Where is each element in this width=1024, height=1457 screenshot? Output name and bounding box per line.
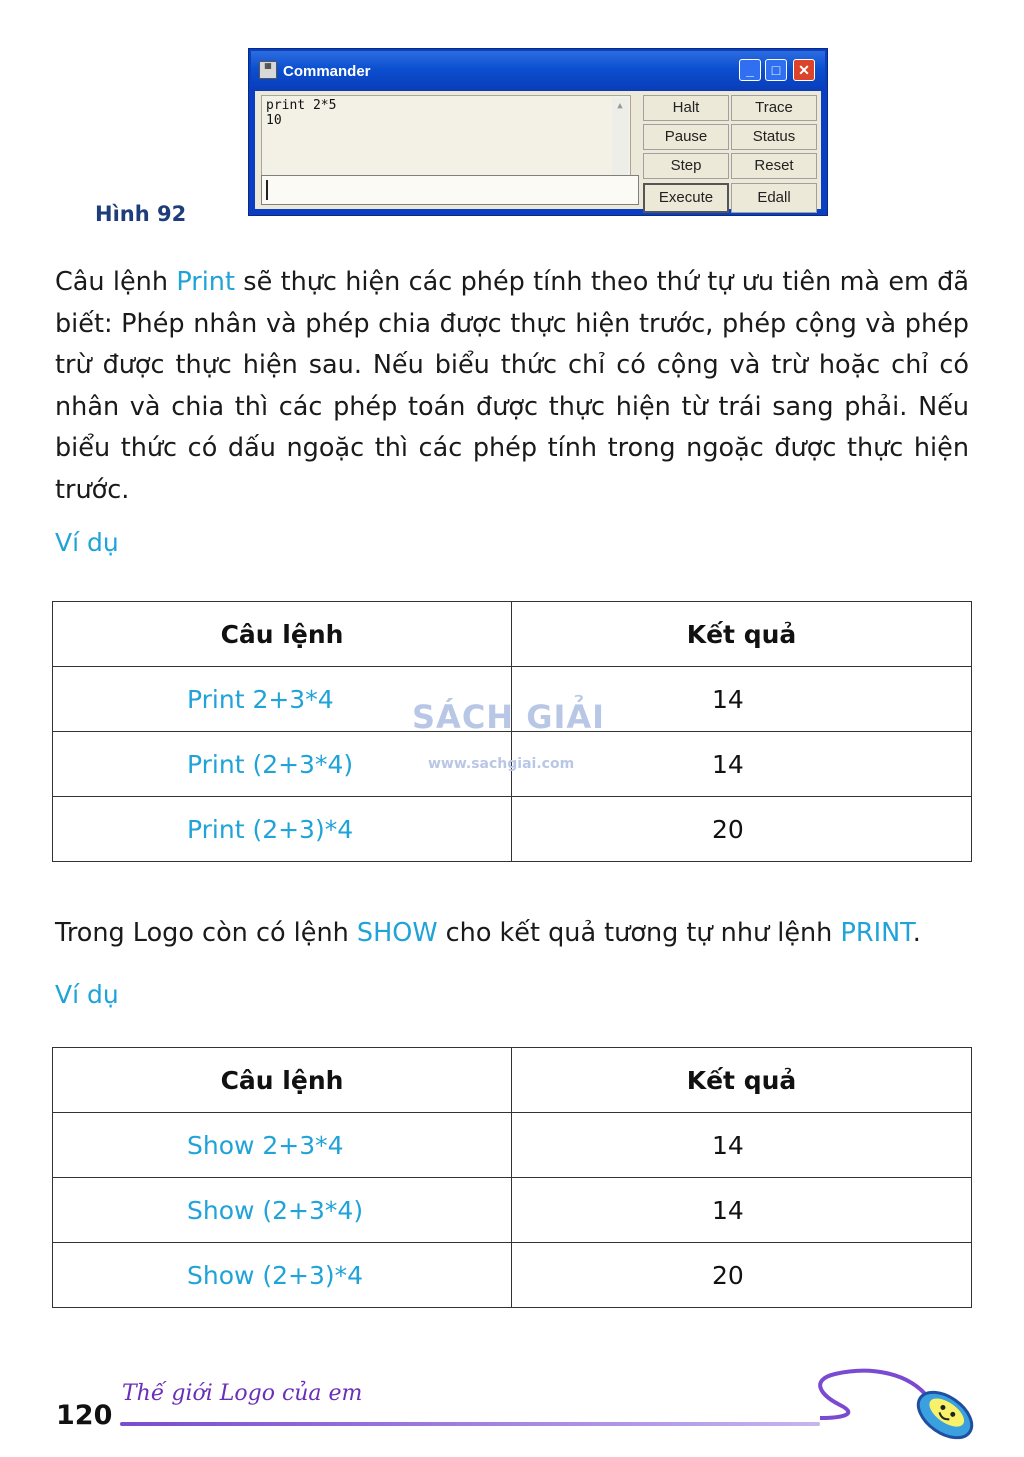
command-cell: Show (2+3)*4 <box>53 1243 512 1308</box>
table-row <box>53 797 972 862</box>
output-line: print 2*5 <box>266 98 337 113</box>
figure-caption: Hình 92 <box>95 202 187 226</box>
minimize-icon[interactable]: _ <box>739 59 761 81</box>
watermark-url: www.sachgiai.com <box>428 756 575 772</box>
command-input[interactable] <box>261 175 639 205</box>
mouse-icon <box>800 1360 980 1450</box>
status-button[interactable]: Status <box>731 124 817 150</box>
commander-window <box>248 48 828 216</box>
command-cell: Print (2+3)*4 <box>53 797 512 862</box>
header-result: Kết quả <box>512 1048 972 1113</box>
keyword-show: SHOW <box>356 918 438 948</box>
output-line: 10 <box>266 113 282 128</box>
execute-button[interactable]: Execute <box>643 183 729 213</box>
halt-button[interactable]: Halt <box>643 95 729 121</box>
step-button[interactable]: Step <box>643 153 729 179</box>
result-cell: 14 <box>512 667 972 732</box>
footer-rule <box>120 1422 820 1426</box>
edall-button[interactable]: Edall <box>731 183 817 213</box>
reset-button[interactable]: Reset <box>731 153 817 179</box>
result-cell: 14 <box>512 732 972 797</box>
command-cell: Print 2+3*4 <box>53 667 512 732</box>
trace-button[interactable]: Trace <box>731 95 817 121</box>
command-cell: Show 2+3*4 <box>53 1113 512 1178</box>
result-cell: 14 <box>512 1178 972 1243</box>
window-title: Commander <box>283 63 371 80</box>
keyword-print: Print <box>176 267 235 297</box>
vertical-scrollbar[interactable] <box>612 98 628 186</box>
maximize-icon[interactable]: □ <box>765 59 787 81</box>
command-cell: Print (2+3*4) <box>53 732 512 797</box>
header-result: Kết quả <box>512 602 972 667</box>
table-row <box>53 1178 972 1243</box>
header-command: Câu lệnh <box>53 602 512 667</box>
app-icon: ▦ <box>259 61 277 79</box>
book-title: Thế giới Logo của em <box>122 1381 363 1406</box>
pause-button[interactable]: Pause <box>643 124 729 150</box>
close-icon[interactable]: ✕ <box>793 59 815 81</box>
result-cell: 20 <box>512 1243 972 1308</box>
result-cell: 14 <box>512 1113 972 1178</box>
table-header-row <box>53 1048 972 1113</box>
watermark <box>410 680 620 770</box>
example-table-show <box>52 1047 972 1308</box>
keyword-print-upper: PRINT <box>840 918 913 948</box>
title-bar[interactable] <box>251 51 825 91</box>
body-paragraph: Câu lệnh Print sẽ thực hiện các phép tính theo thứ tự ưu tiên mà em đã biết: Phép nhân và phép chia được thực hiện trước, phép cộng và phép trừ được thực hiện sau. Nếu biểu thức chỉ có cộng và trừ hoặc chỉ có nhân và chia thì các phép toán được thực hiện từ trái sang phải. Nếu biểu thức có dấu ngoặc thì các phép tính trong ngoặc được thực hiện trước. <box>55 267 969 505</box>
header-command: Câu lệnh <box>53 1048 512 1113</box>
command-cell: Show (2+3*4) <box>53 1178 512 1243</box>
watermark-brand: SÁCH GIẢI <box>412 698 606 736</box>
show-sentence: Trong Logo còn có lệnh SHOW cho kết quả tương tự như lệnh PRINT. <box>55 918 921 948</box>
scroll-up-icon[interactable]: ▲ <box>617 101 623 111</box>
table-row <box>53 1113 972 1178</box>
example-label-2: Ví dụ <box>55 980 119 1009</box>
text-caret <box>266 180 268 200</box>
commander-body <box>255 91 821 209</box>
page-number: 120 <box>56 1400 113 1431</box>
table-header-row <box>53 602 972 667</box>
example-label: Ví dụ <box>55 528 119 557</box>
table-row <box>53 1243 972 1308</box>
result-cell: 20 <box>512 797 972 862</box>
